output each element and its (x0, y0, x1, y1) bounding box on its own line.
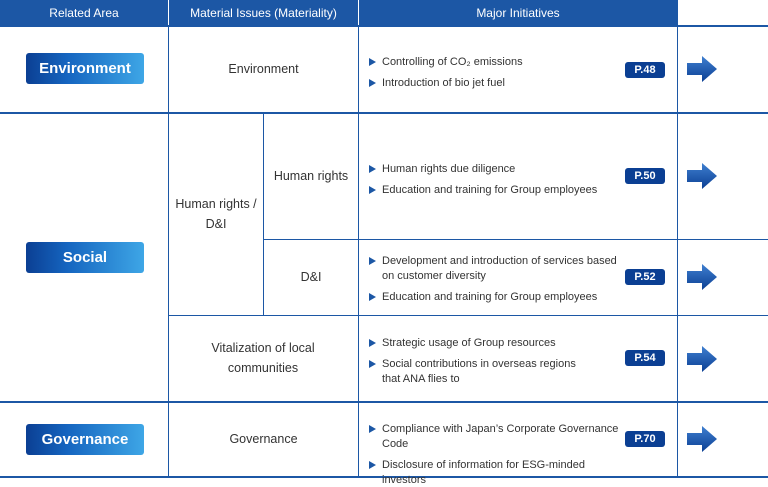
page-link-human-rights[interactable] (625, 168, 665, 184)
list-item (369, 336, 619, 351)
issue-di (264, 240, 358, 315)
initiatives-governance (369, 422, 619, 487)
divider-social-governance (0, 401, 768, 403)
header-material-issues-label: Material Issues (Materiality) (190, 6, 337, 20)
issue-vitalization (200, 316, 326, 401)
issue-human-rights-label: Human rights (273, 168, 349, 183)
list-item (369, 55, 619, 70)
triangle-bullet-icon (369, 461, 376, 469)
right-arrow-icon[interactable] (686, 162, 718, 190)
initiative-text: Introduction of bio jet fuel (382, 76, 505, 89)
area-environment-label: Environment (39, 60, 131, 77)
page-number: P.50 (634, 170, 656, 182)
area-social-label: Social (62, 249, 108, 266)
list-item (369, 357, 619, 387)
list-item (369, 76, 619, 91)
triangle-bullet-icon (369, 257, 376, 265)
issue-vitalization-label: Vitalization of local communities (211, 341, 315, 375)
issue-human-rights-di (169, 114, 263, 315)
issue-environment (169, 27, 358, 112)
right-arrow-icon[interactable] (686, 425, 718, 453)
initiative-text: Education and training for Group employees (382, 183, 598, 196)
initiative-text: Development and introduction of services based on customer diversity (382, 255, 617, 282)
page-link-vitalization[interactable] (625, 350, 665, 366)
list-item (369, 422, 619, 452)
triangle-bullet-icon (369, 186, 376, 194)
initiative-text: Disclosure of information for ESG-minded investors (382, 458, 585, 486)
triangle-bullet-icon (369, 165, 376, 173)
initiative-text: Social contributions in overseas regions that ANA flies to (382, 357, 576, 385)
header-material-issues (169, 0, 358, 26)
list-item (369, 254, 619, 284)
triangle-bullet-icon (369, 58, 376, 66)
right-arrow-icon[interactable] (686, 55, 718, 83)
header-related-area (0, 0, 168, 26)
divider-col-2 (358, 26, 359, 477)
header-major-initiatives-label: Major Initiatives (476, 6, 560, 20)
initiative-text: Controlling of CO₂ emissions (382, 56, 523, 68)
header-major-initiatives (359, 0, 677, 26)
page-number: P.48 (634, 64, 656, 76)
initiatives-human-rights (369, 162, 619, 198)
page-link-di[interactable] (625, 269, 665, 285)
issue-governance-label: Governance (229, 431, 298, 446)
page-number: P.52 (634, 271, 656, 283)
issue-human-rights-di-label: Human rights / D&I (175, 197, 257, 231)
header-related-area-label: Related Area (49, 6, 119, 20)
area-environment-button[interactable] (26, 53, 144, 84)
list-item (369, 183, 619, 198)
triangle-bullet-icon (369, 425, 376, 433)
triangle-bullet-icon (369, 293, 376, 301)
initiatives-vitalization (369, 336, 619, 387)
triangle-bullet-icon (369, 79, 376, 87)
issue-governance (169, 403, 358, 476)
page-number: P.54 (634, 352, 656, 364)
page-link-governance[interactable] (625, 431, 665, 447)
initiative-text: Strategic usage of Group resources (382, 337, 556, 349)
list-item (369, 290, 619, 305)
right-arrow-icon[interactable] (686, 263, 718, 291)
triangle-bullet-icon (369, 360, 376, 368)
list-item (369, 458, 619, 487)
divider-environment-social (0, 112, 768, 114)
issue-environment-label: Environment (228, 61, 299, 76)
page-number: P.70 (634, 433, 656, 445)
list-item (369, 162, 619, 177)
initiative-text: Human rights due diligence (382, 163, 516, 175)
triangle-bullet-icon (369, 339, 376, 347)
initiative-text: Education and training for Group employees (382, 290, 598, 303)
initiative-text: Compliance with Japan’s Corporate Governance Code (382, 423, 619, 450)
right-arrow-icon[interactable] (686, 345, 718, 373)
page-link-environment[interactable] (625, 62, 665, 78)
issue-human-rights (264, 114, 358, 239)
initiatives-di (369, 254, 619, 305)
initiatives-environment (369, 55, 619, 91)
area-governance-button[interactable] (26, 424, 144, 455)
area-social-button[interactable] (26, 242, 144, 273)
divider-header (0, 25, 768, 27)
area-governance-label: Governance (41, 431, 129, 448)
issue-di-label: D&I (300, 269, 322, 284)
